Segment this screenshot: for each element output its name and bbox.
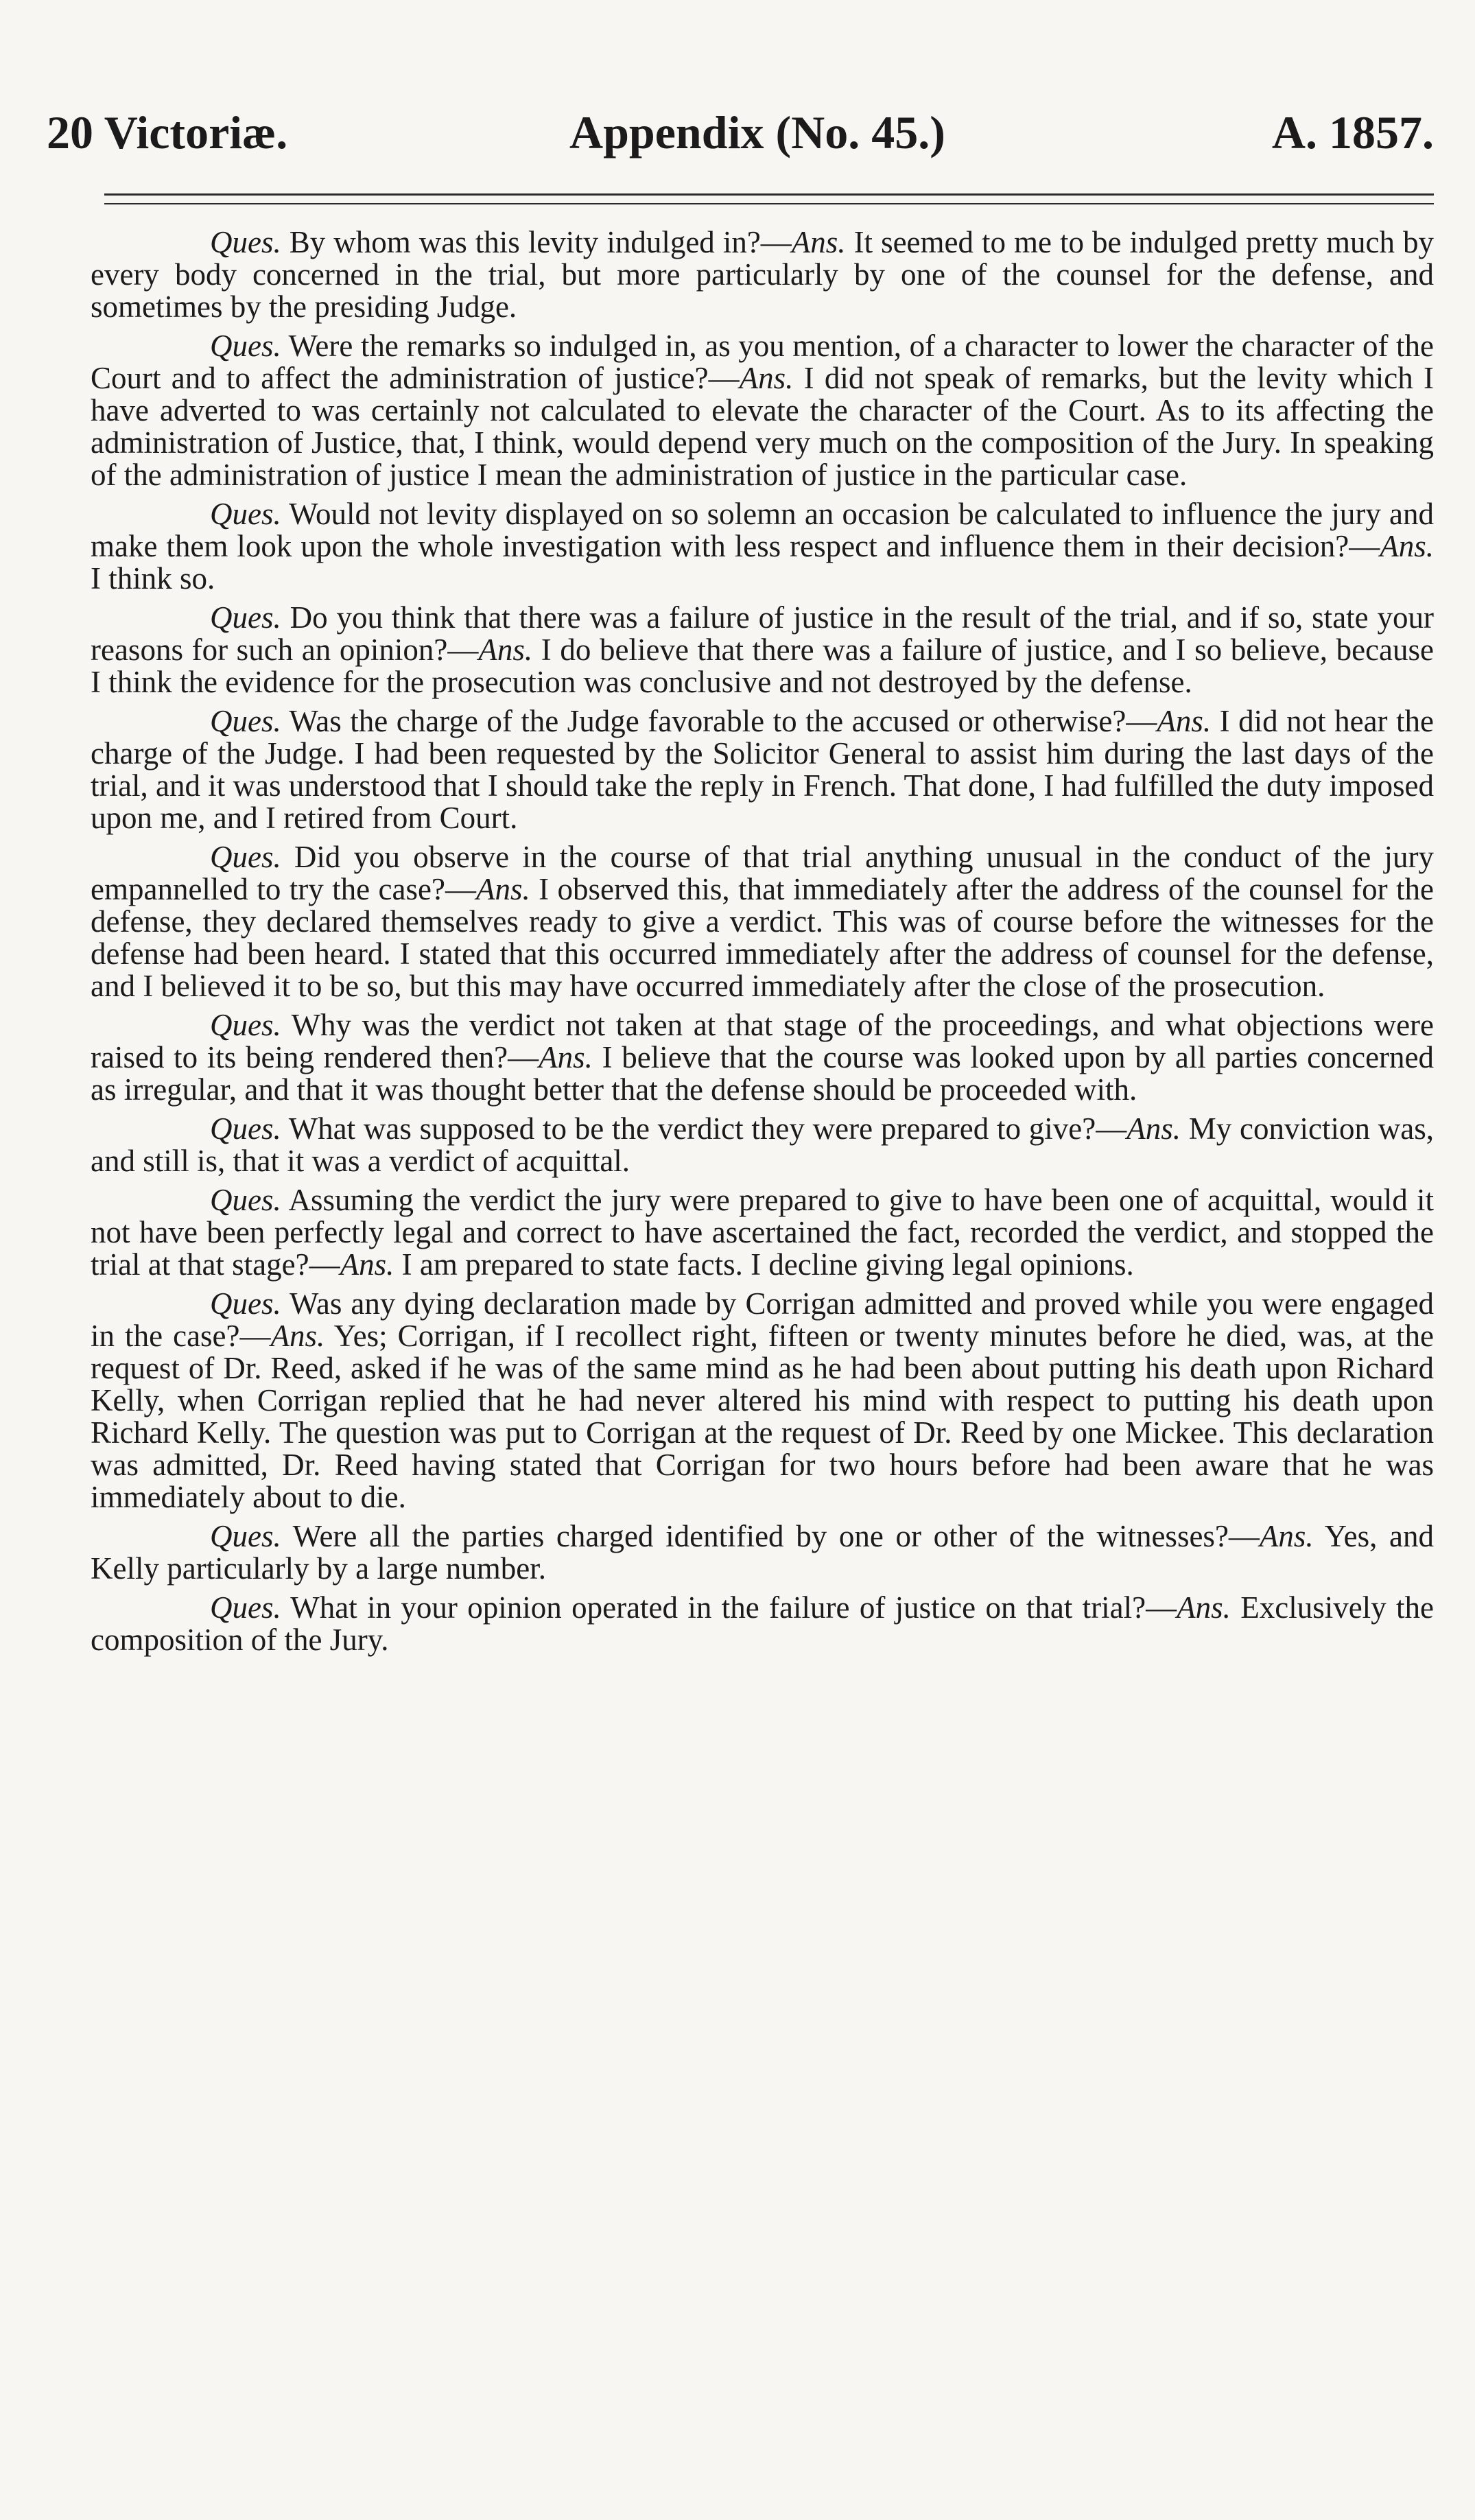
question-text: Do you think that there was a failure of justice in the result of the trial, and if so, state your reasons for such an opinion? — [91, 600, 1435, 667]
question-text: Assuming the verdict the jury were prepared to give to have been one of acquittal, would it not have been perfectly legal and correct to have ascertained the fact, recorded the verdict, and stopped the trial at that stage? — [91, 1183, 1434, 1282]
header-session: 20 Victoriæ. — [47, 106, 288, 158]
header-appendix: Appendix (No. 45.) — [569, 106, 945, 158]
ques-label: Ques. — [210, 1008, 281, 1042]
ans-label: Ans. — [475, 872, 530, 906]
ans-label: Ans. — [1259, 1519, 1314, 1553]
qa-entry-2: Ques. Were the remarks so indulged in, as you mention, of a character to lower the character of the Court and to affect the administration of justice?—Ans. I did not speak of remarks, but the levity which I have adverted to was certainly not calculated to elevate the character of the Court. As to its affecting the administration of Justice, that, I think, would depend very much on the composition of the Jury. In speaking of the administration of justice I mean the administration of justice in the particular case. — [91, 329, 1435, 492]
question-text: Was any dying declaration made by Corrigan admitted and proved while you were engaged in the case? — [91, 1286, 1435, 1353]
ques-label: Ques. — [210, 1590, 281, 1625]
question-text: Why was the verdict not taken at that stage of the proceedings, and what objections were raised to its being rendered then? — [91, 1008, 1434, 1074]
ques-label: Ques. — [210, 600, 281, 635]
ans-label: Ans. — [270, 1319, 325, 1353]
qa-entry-1: Ques. By whom was this levity indulged in?—Ans. It seemed to me to be indulged pretty much by every body concerned in the trial, but more particularly by one of the counsel for the defense, and sometimes by the presiding Judge. — [91, 225, 1434, 324]
question-text: Did you observe in the course of that trial anything unusual in the conduct of the jury empannelled to try the case? — [91, 840, 1434, 906]
question-text: What in your opinion operated in the failure of justice on that trial? — [290, 1590, 1146, 1625]
question-text: What was supposed to be the verdict they were prepared to give? — [288, 1111, 1096, 1146]
ques-label: Ques. — [210, 225, 281, 259]
ans-label: Ans. — [1157, 704, 1212, 738]
answer-text: It seemed to me to be indulged pretty much by every body concerned in the trial, but more particularly by one of the counsel for the defense, and sometimes by the presiding Judge. — [91, 225, 1434, 324]
answer-text: I believe that the course was looked upon by all parties concerned as irregular, and that it was thought better that the defense should be proceeded with. — [91, 1040, 1435, 1107]
qa-entry-8: Ques. What was supposed to be the verdict they were prepared to give?—Ans. My conviction was, and still is, that it was a verdict of acquittal. — [91, 1111, 1435, 1178]
question-text: Would not levity displayed on so solemn an occasion be calculated to influence the jury and make them look upon the whole investigation with less respect and influence them in their decision? — [91, 497, 1434, 563]
qa-entry-5: Ques. Was the charge of the Judge favorable to the accused or otherwise?—Ans. I did not hear the charge of the Judge. I had been requested by the Solicitor General to assist him during the last days of the trial, and it was understood that I should take the reply in French. That done, I had fulfilled the duty imposed upon me, and I retired from Court. — [91, 704, 1435, 835]
ques-label: Ques. — [210, 1183, 281, 1217]
document-page — [41, 0, 1434, 2520]
qa-entry-6: Ques. Did you observe in the course of that trial anything unusual in the conduct of the jury empannelled to try the case?—Ans. I observed this, that immediately after the address of the counsel for the defense, they declared themselves ready to give a verdict. This was of course before the witnesses for the defense had been heard. I stated that this occurred immediately after the address of counsel for the defense, and I believed it to be so, but this may have occurred immediately after the close of the prosecution. — [91, 840, 1434, 1003]
ques-label: Ques. — [210, 497, 281, 531]
question-text: Was the charge of the Judge favorable to the accused or otherwise? — [289, 704, 1126, 738]
answer-text: My conviction was, and still is, that it was a verdict of acquittal. — [91, 1111, 1435, 1178]
ques-label: Ques. — [210, 1111, 281, 1146]
answer-text: I did not speak of remarks, but the levity which I have adverted to was certainly not calculated to elevate the character of the Court. As to its affecting the administration of Justice, that, I think, would depend very much on the composition of the Jury. In speaking of the administration of justice I mean the administration of justice in the particular case. — [91, 361, 1435, 492]
qa-entry-12: Ques. What in your opinion operated in the failure of justice on that trial?—Ans. Exclusively the composition of the Jury. — [91, 1590, 1435, 1657]
header-rule-thin — [104, 203, 1434, 204]
answer-text: I am prepared to state facts. I decline giving legal opinions. — [401, 1247, 1134, 1282]
question-text: Were the remarks so indulged in, as you mention, of a character to lower the character of the Court and to affect the administration of justice? — [91, 329, 1435, 395]
ans-label: Ans. — [1380, 529, 1434, 563]
qa-entry-4: Ques. Do you think that there was a failure of justice in the result of the trial, and if so, state your reasons for such an opinion?—Ans. I do believe that there was a failure of justice, and I so believe, because I think the evidence for the prosecution was conclusive and not destroyed by the defense. — [91, 600, 1435, 699]
header-rule — [104, 193, 1434, 196]
ques-label: Ques. — [210, 1286, 281, 1321]
ques-label: Ques. — [210, 840, 281, 874]
ans-label: Ans. — [478, 633, 533, 667]
answer-text: I did not hear the charge of the Judge. I had been requested by the Solicitor General to assist him during the last days of the trial, and it was understood that I should take the reply in French. That done, I had fulfilled the duty imposed upon me, and I retired from Court. — [91, 704, 1435, 835]
ans-label: Ans. — [791, 225, 846, 259]
answer-text: I think so. — [91, 561, 215, 596]
ans-label: Ans. — [739, 361, 794, 395]
page-header — [41, 102, 1434, 163]
qa-entry-9: Ques. Assuming the verdict the jury were prepared to give to have been one of acquittal, would it not have been perfectly legal and correct to have ascertained the fact, recorded the verdict, and stopped the trial at that stage?—Ans. I am prepared to state facts. I decline giving legal opinions. — [91, 1183, 1434, 1282]
ans-label: Ans. — [1177, 1590, 1231, 1625]
ans-label: Ans. — [1126, 1111, 1181, 1146]
answer-text: Yes, and Kelly particularly by a large number. — [91, 1519, 1435, 1586]
question-text: By whom was this levity indulged in? — [289, 225, 761, 259]
question-text: Were all the parties charged identified by one or other of the witnesses? — [292, 1519, 1229, 1553]
header-year: A. 1857. — [1271, 106, 1434, 158]
answer-text: Exclusively the composition of the Jury. — [91, 1590, 1435, 1657]
answer-text: Yes; Corrigan, if I recollect right, fifteen or twenty minutes before he died, was, at the request of Dr. Reed, asked if he was of the same mind as he had been about putting his death upon Richard Kelly, when Corrigan replied that he had never altered his mind with respect to putting his death upon Richard Kelly. The question was put to Corrigan at the request of Dr. Reed by one Mickee. This declaration was admitted, Dr. Reed having stated that Corrigan for two hours before had been aware that he was immediately about to die. — [91, 1319, 1434, 1514]
answer-text: I do believe that there was a failure of justice, and I so believe, because I think the evidence for the prosecution was conclusive and not destroyed by the defense. — [91, 633, 1435, 699]
testimony-body — [91, 226, 1434, 1663]
qa-entry-7: Ques. Why was the verdict not taken at that stage of the proceedings, and what objections were raised to its being rendered then?—Ans. I believe that the course was looked upon by all parties concerned as irregular, and that it was thought better that the defense should be proceeded with. — [91, 1008, 1435, 1107]
ques-label: Ques. — [210, 704, 281, 738]
ans-label: Ans. — [340, 1247, 394, 1282]
ques-label: Ques. — [210, 329, 281, 363]
qa-entry-11: Ques. Were all the parties charged identified by one or other of the witnesses?—Ans. Yes, and Kelly particularly by a large number. — [91, 1519, 1435, 1586]
answer-text: I observed this, that immediately after the address of the counsel for the defense, they declared themselves ready to give a verdict. This was of course before the witnesses for the defense had been heard. I stated that this occurred immediately after the address of counsel for the defense, and I believed it to be so, but this may have occurred immediately after the close of the prosecution. — [91, 872, 1434, 1003]
ans-label: Ans. — [539, 1040, 593, 1074]
qa-entry-10: Ques. Was any dying declaration made by Corrigan admitted and proved while you were engaged in the case?—Ans. Yes; Corrigan, if I recollect right, fifteen or twenty minutes before he died, was, at the request of Dr. Reed, asked if he was of the same mind as he had been about putting his death upon Richard Kelly, when Corrigan replied that he had never altered his mind with respect to putting his death upon Richard Kelly. The question was put to Corrigan at the request of Dr. Reed by one Mickee. This declaration was admitted, Dr. Reed having stated that Corrigan for two hours before had been aware that he was immediately about to die. — [91, 1286, 1435, 1514]
ques-label: Ques. — [210, 1519, 281, 1553]
qa-entry-3: Ques. Would not levity displayed on so solemn an occasion be calculated to influence the jury and make them look upon the whole investigation with less respect and influence them in their decision?—Ans. I think so. — [91, 497, 1434, 596]
